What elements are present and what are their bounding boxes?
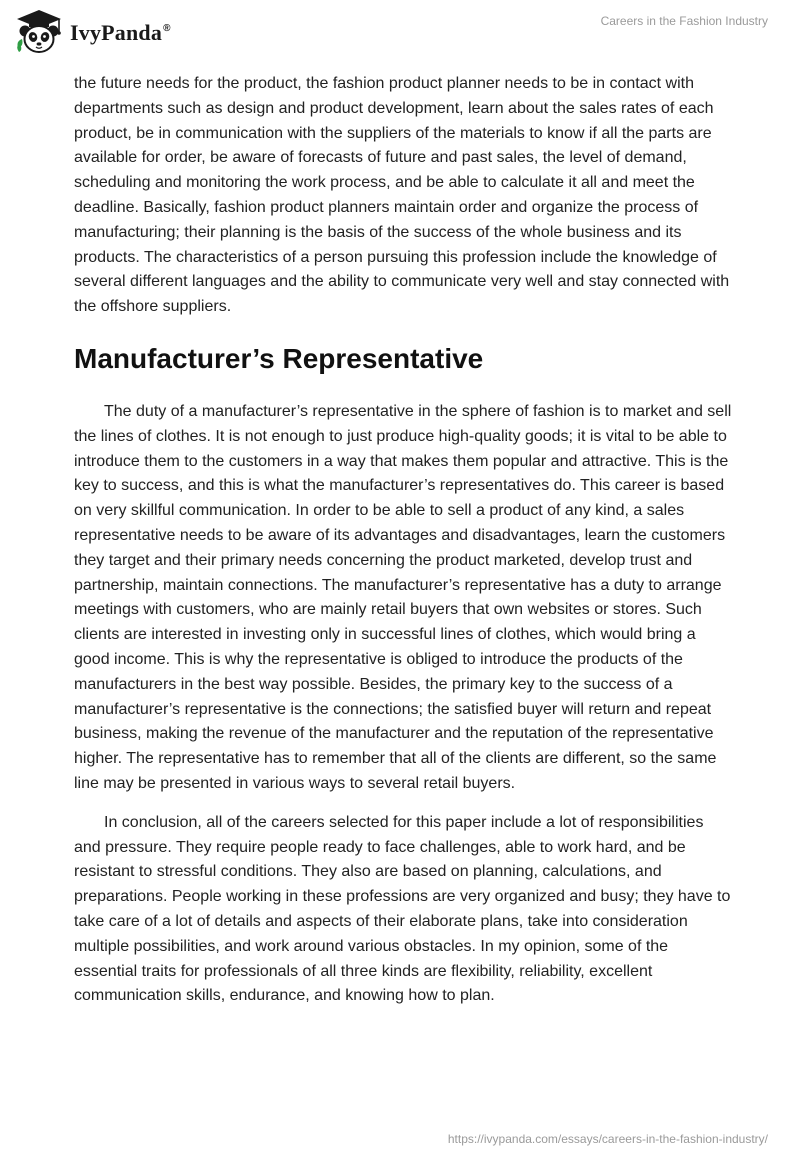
paragraph-intro: the future needs for the product, the fashion product planner needs to be in contact with departments such as design and product development, learn about the sales rates of each product, be in communication with the suppliers of the materials to know if all the parts are available for order, be aware of forecasts of future and past sales, the level of demand, scheduling and monitoring the work process, and be able to calculate it all and meet the deadline. Basically, fashion product planners maintain order and organize the process of manufacturing; their planning is the basis of the success of the whole business and its products. The characteristics of a person pursuing this profession include the knowledge of several different languages and the ability to communicate very well and stay connected with the offshore suppliers. bbox=[74, 75, 730, 316]
brand-name: IvyPanda® bbox=[70, 20, 171, 45]
paragraph-conclusion: In conclusion, all of the careers selected for this paper include a lot of responsibilities and pressure. They require people ready to face challenges, able to work hard, and be resistant to stressful conditions. They also are based on planning, calculations, and preparations. People working in these professions are very organized and busy; they have to take care of a lot of details and aspects of their elaborate plans, take into consideration multiple possibilities, and work around various obstacles. In my opinion, some of the essential traits for professionals of all three kinds are flexibility, reliability, excellent communication skills, endurance, and knowing how to plan. bbox=[74, 813, 731, 1005]
brand-logo[interactable] bbox=[14, 8, 171, 56]
page-header bbox=[0, 0, 800, 62]
source-url-link[interactable]: https://ivypanda.com/essays/careers-in-the-fashion-industry/ bbox=[447, 1132, 768, 1146]
essay-body bbox=[74, 72, 734, 1023]
paragraph-manufacturers-representative: The duty of a manufacturer’s representative in the sphere of fashion is to market and sell the lines of clothes. It is not enough to just produce high-quality goods; it is vital to be able to introduce them to the customers in a way that makes them popular and attractive. This is the key to success, and this is what the manufacturer’s representatives do. This career is based on very skillful communication. In order to be able to sell a product of any kind, a sales representative needs to be aware of its advantages and disadvantages, learn the customers they target and their primary needs concerning the product marketed, develop trust and partnership, maintain connections. The manufacturer’s representative has a duty to arrange meetings with customers, who are mainly retail buyers that own websites or stores. Such clients are interested in investing only in successful lines of clothes, which would bring a good income. This is why the representative is obliged to introduce the products of the manufacturers in the best way possible. Besides, the primary key to the success of a manufacturer’s representative is the connections; the satisfied buyer will return and repeat business, making the revenue of the manufacturer and the reputation of the representative higher. The representative has to remember that all of the clients are different, so the same line may be presented in various ways to several retail buyers. bbox=[74, 402, 732, 792]
document-title: Careers in the Fashion Industry bbox=[600, 14, 768, 28]
panda-graduation-cap-icon bbox=[14, 8, 64, 56]
registered-mark: ® bbox=[163, 23, 171, 34]
section-heading-manufacturers-representative: Manufacturer’s Representative bbox=[74, 342, 484, 374]
